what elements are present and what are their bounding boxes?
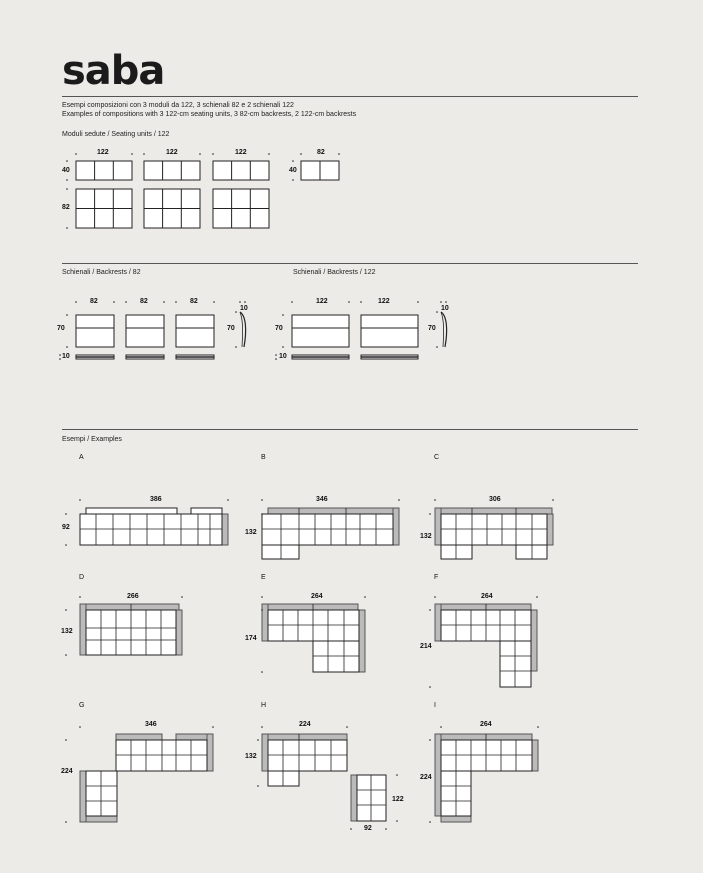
example-c-drawing: [429, 499, 554, 559]
example-d-depth: 132: [61, 628, 73, 635]
example-f-letter: F: [434, 574, 439, 581]
example-e-width: 264: [311, 593, 323, 600]
example-h-depth: 132: [245, 753, 257, 760]
seat-width-label-2: 122: [166, 149, 178, 156]
backrest-122-height: 70: [275, 325, 283, 332]
example-e-drawing: [261, 596, 366, 673]
example-d-letter: D: [79, 574, 85, 581]
example-i-drawing: [429, 726, 539, 823]
example-g-letter: G: [79, 702, 85, 709]
backrests-122-drawings: [292, 312, 447, 347]
example-b-depth: 132: [245, 529, 257, 536]
backrest-122-width-1: 122: [316, 298, 328, 305]
seat-unit-top-2: [144, 161, 200, 180]
header-line-english: Examples of compositions with 3 122-cm seating units, 3 82-cm backrests, 2 122-cm backrests: [62, 111, 357, 118]
backrest-82-thickness: 10: [62, 353, 70, 360]
example-c-depth: 132: [420, 533, 432, 540]
example-a-depth: 92: [62, 524, 70, 531]
example-b-width: 346: [316, 496, 328, 503]
backrest-82-width-3: 82: [190, 298, 198, 305]
example-h-letter: H: [261, 702, 267, 709]
backrest-82-side-depth: 10: [240, 305, 248, 312]
backrests-82-bottom-views: [76, 355, 214, 359]
seating-unit-drawings: [76, 161, 339, 228]
backrests-82-drawings: [76, 312, 246, 347]
example-d-width: 266: [127, 593, 139, 600]
seat-unit-seat-3: [213, 189, 269, 228]
example-b-drawing: [261, 499, 400, 559]
examples-title: Esempi / Examples: [62, 436, 122, 443]
seat-unit-seat-2: [144, 189, 200, 228]
example-h-width: 224: [299, 721, 311, 728]
example-i-width: 264: [480, 721, 492, 728]
example-h-ottoman-width: 92: [364, 825, 372, 832]
example-c-width: 306: [489, 496, 501, 503]
example-f-depth: 214: [420, 643, 432, 650]
example-d-drawing: [65, 596, 183, 656]
backrest-122-side-height: 70: [428, 325, 436, 332]
example-a-letter: A: [79, 454, 84, 461]
example-i-depth: 224: [420, 774, 432, 781]
example-g-width: 346: [145, 721, 157, 728]
seat-unit-seat-1: [76, 189, 132, 228]
seat-unit-82-top: [301, 161, 339, 180]
backrests-82-title: Schienali / Backrests / 82: [62, 269, 141, 276]
example-c-letter: C: [434, 454, 440, 461]
seat-depth-label-82: 82: [62, 204, 70, 211]
example-h-ottoman-depth: 122: [392, 796, 404, 803]
example-f-width: 264: [481, 593, 493, 600]
example-e-depth: 174: [245, 635, 257, 642]
backrests-122-title: Schienali / Backrests / 122: [293, 269, 376, 276]
backrest-82-height: 70: [57, 325, 65, 332]
backrest-82-width-2: 82: [140, 298, 148, 305]
seat-unit-top-1: [76, 161, 132, 180]
brand-logo: saba: [62, 48, 165, 94]
backrest-82-width-1: 82: [90, 298, 98, 305]
example-g-drawing: [65, 726, 214, 823]
backrest-82-side-height: 70: [227, 325, 235, 332]
seat-width-label-1: 122: [97, 149, 109, 156]
seat-unit-top-3: [213, 161, 269, 180]
example-f-drawing: [429, 596, 538, 688]
backrest-122-side-depth: 10: [441, 305, 449, 312]
example-e-letter: E: [261, 574, 266, 581]
example-h-ottoman: [351, 775, 386, 821]
example-i-letter: I: [434, 702, 436, 709]
seat-width-label-3: 122: [235, 149, 247, 156]
seat-depth-label-40: 40: [62, 167, 70, 174]
example-b-letter: B: [261, 454, 266, 461]
seating-section-title: Moduli sedute / Seating units / 122: [62, 131, 170, 138]
backrest-122-width-2: 122: [378, 298, 390, 305]
seat-width-label-82: 82: [317, 149, 325, 156]
example-a-width: 386: [150, 496, 162, 503]
example-g-depth: 224: [61, 768, 73, 775]
example-h-drawing: [257, 726, 398, 830]
backrests-122-bottom-views: [292, 355, 418, 359]
header-line-italian: Esempi composizioni con 3 moduli da 122, 3 schienali 82 e 2 schienali 122: [62, 102, 294, 109]
backrest-122-thickness: 10: [279, 353, 287, 360]
seat-depth-label-40-b: 40: [289, 167, 297, 174]
example-a-drawing: [65, 499, 229, 546]
